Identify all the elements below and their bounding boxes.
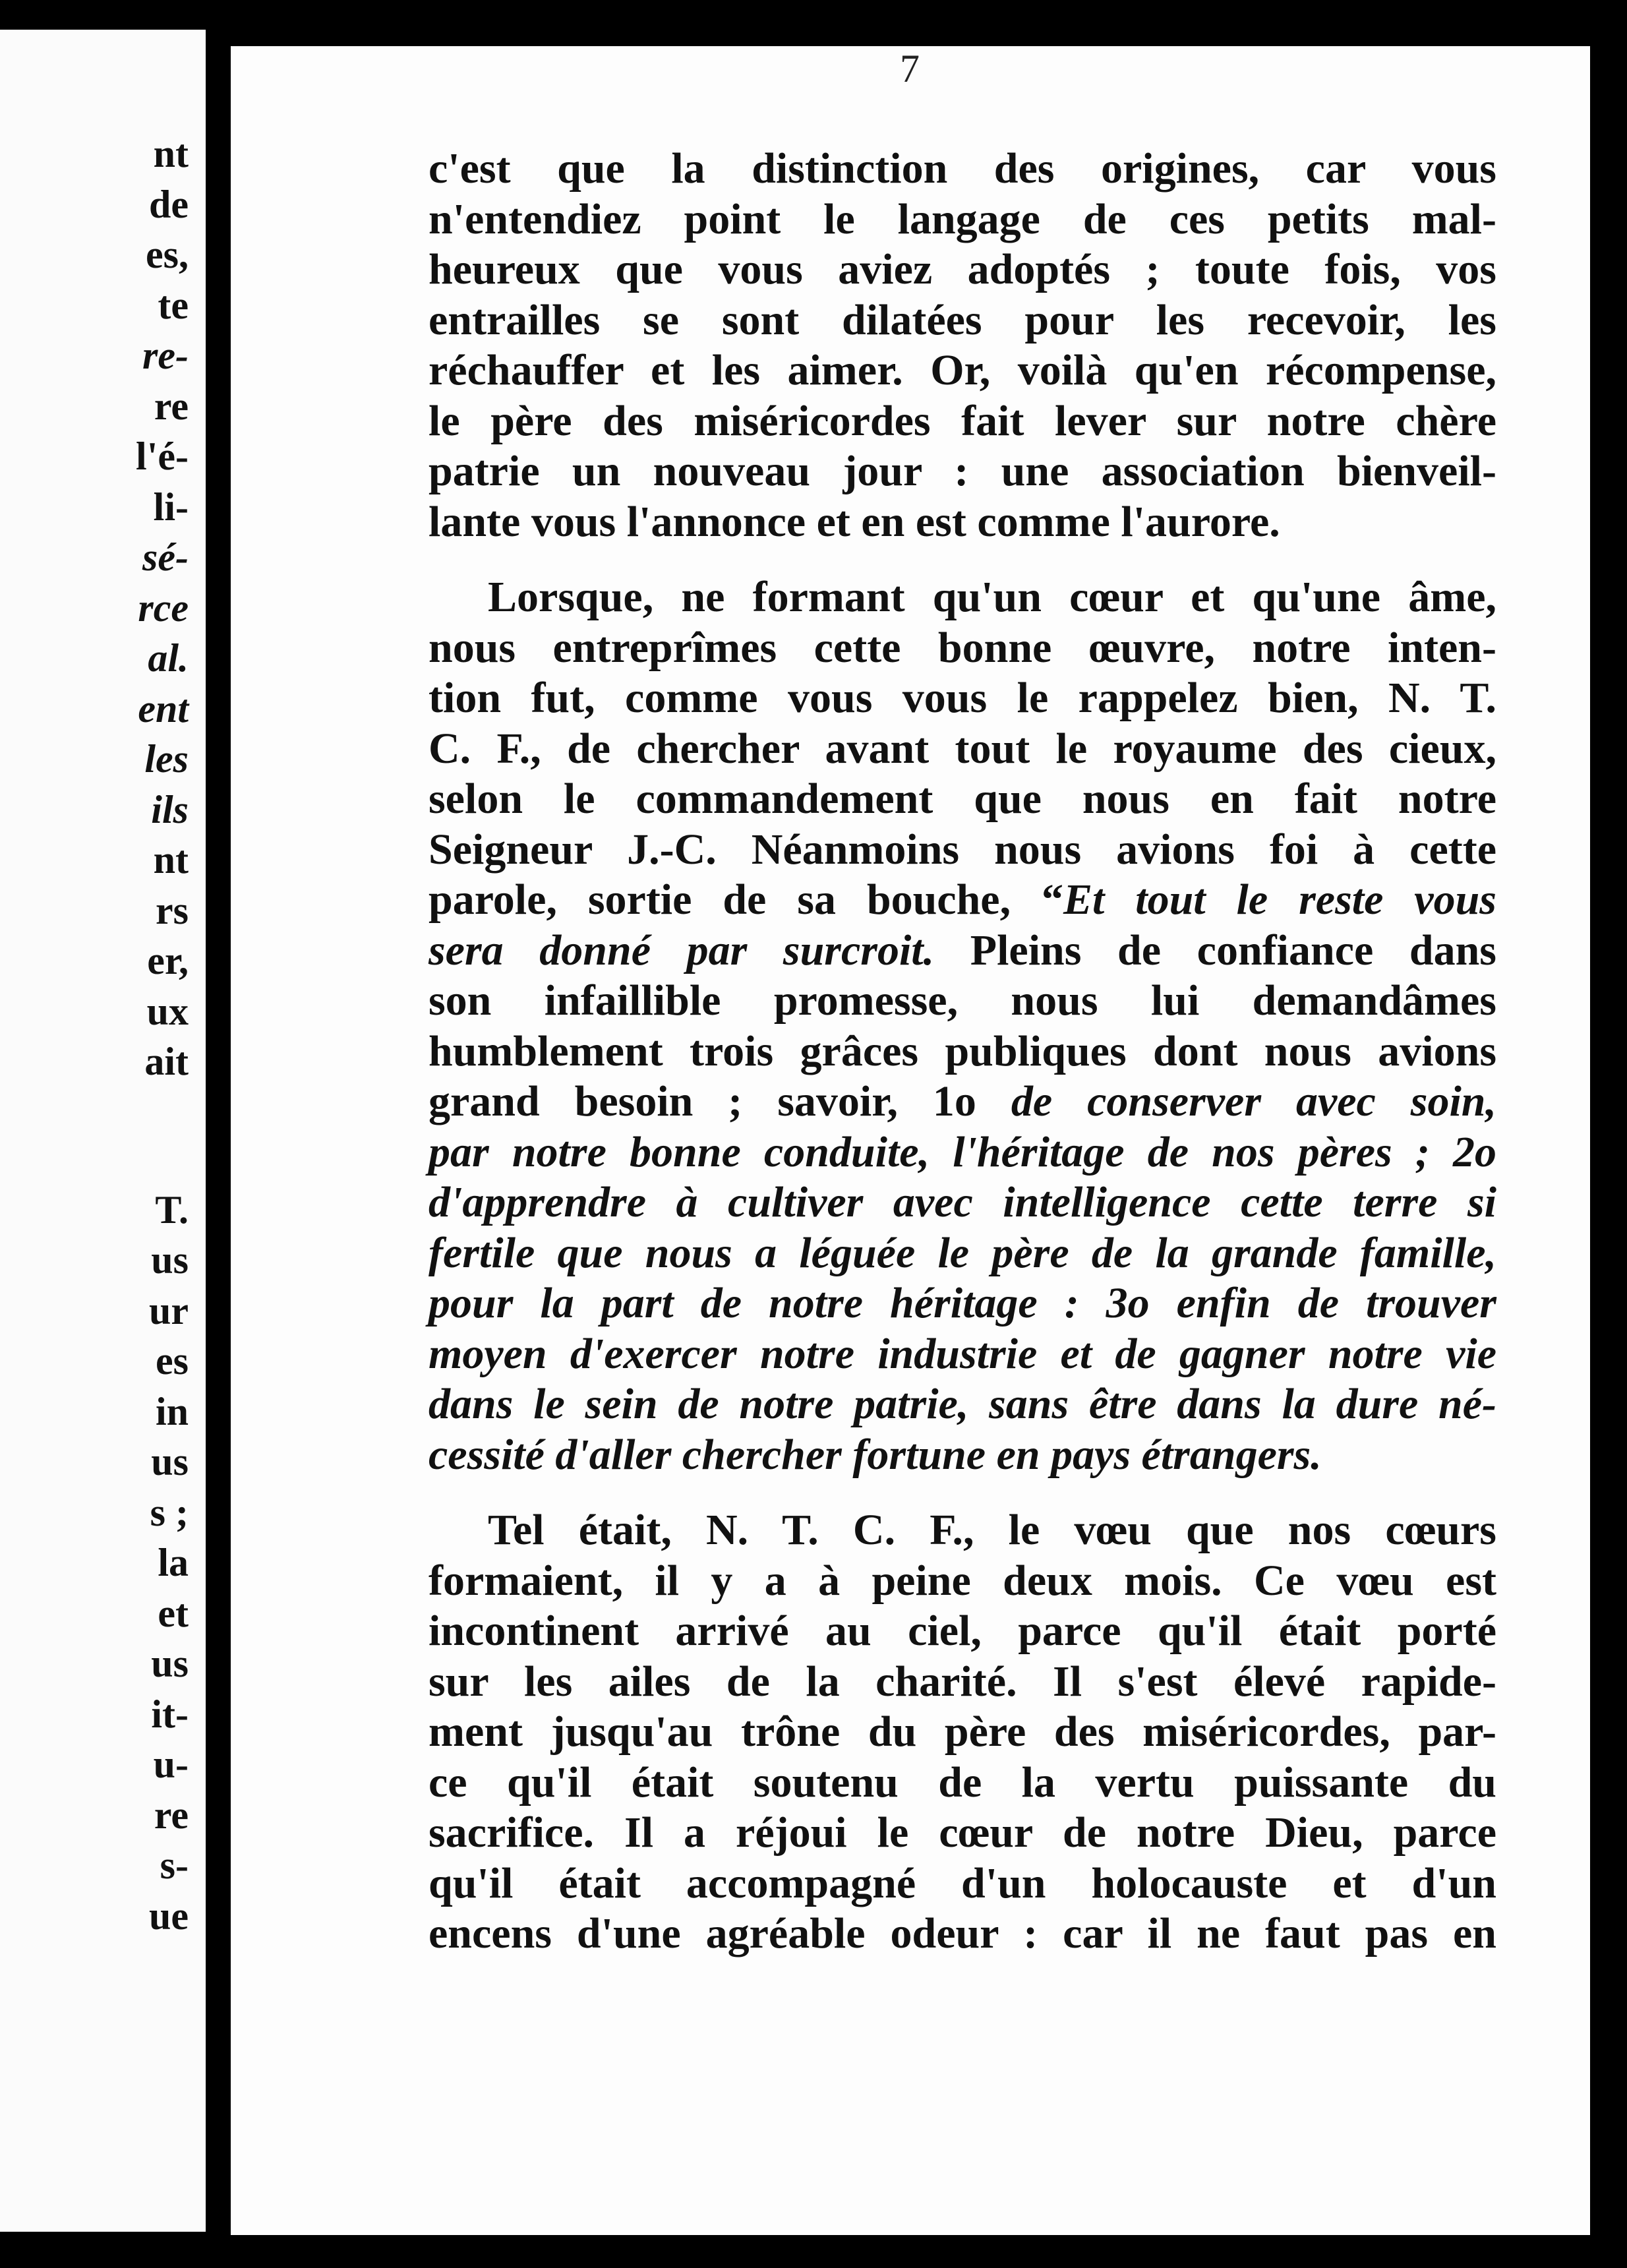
text-line-mixed: [429, 875, 1496, 926]
text-segment: grand besoin ; savoir, 1o: [429, 1077, 1011, 1125]
text-line: qu'il était accompagné d'un holocauste et d'un: [429, 1859, 1496, 1907]
left-fragment: us: [151, 1238, 189, 1282]
left-fragment: ux: [146, 989, 189, 1033]
left-fragment: de: [149, 182, 189, 226]
left-fragment: ils: [151, 787, 189, 831]
left-fragment: rs: [156, 888, 189, 932]
paragraph-2: [429, 572, 1496, 1480]
text-line: ment jusqu'au trône du père des miséricordes, par-: [429, 1708, 1496, 1756]
left-fragment: nt: [153, 132, 189, 175]
page-number: 7: [900, 47, 920, 90]
main-page: [231, 46, 1590, 2235]
body-text: [429, 144, 1496, 1959]
left-fragment: al.: [148, 636, 189, 680]
text-line: C. F., de chercher avant tout le royaume des cieux,: [429, 724, 1496, 773]
text-line: incontinent arrivé au ciel, parce qu'il était porté: [429, 1607, 1496, 1655]
text-line: fertile que nous a léguée le père de la grande famille,: [429, 1228, 1496, 1277]
left-fragment: te: [158, 283, 189, 327]
left-fragment: nt: [153, 838, 189, 881]
left-page-fragment: [0, 30, 206, 2232]
text-line: c'est que la distinction des origines, car vous: [429, 144, 1496, 193]
left-fragment: ent: [138, 686, 189, 731]
text-segment: Pleins de confiance dans: [934, 926, 1496, 974]
text-line: formaient, il y a à peine deux mois. Ce vœu est: [429, 1556, 1496, 1605]
left-fragment: ait: [144, 1040, 189, 1083]
left-fragment: er,: [147, 939, 189, 982]
left-fragment: [136, 1087, 189, 1185]
text-line: tion fut, comme vous vous le rappelez bien, N. T.: [429, 674, 1496, 722]
left-fragment: rce: [138, 585, 189, 630]
text-line: Seigneur J.-C. Néanmoins nous avions foi à cette: [429, 825, 1496, 874]
left-fragment: les: [144, 737, 189, 781]
left-fragment: in: [155, 1389, 189, 1433]
text-line: Tel était, N. T. C. F., le vœu que nos cœurs: [488, 1506, 1496, 1554]
text-line: réchauffer et les aimer. Or, voilà qu'en récompense,: [429, 346, 1496, 394]
text-line: lante vous l'annonce et en est comme l'aurore.: [429, 497, 1280, 546]
text-line: encens d'une agréable odeur : car il ne faut pas en: [429, 1909, 1496, 1957]
text-line: d'apprendre à cultiver avec intelligence cette terre si: [429, 1178, 1496, 1226]
left-fragment: us: [151, 1642, 189, 1685]
text-line: sacrifice. Il a réjoui le cœur de notre Dieu, parce: [429, 1808, 1496, 1857]
left-fragment: et: [158, 1591, 189, 1635]
left-fragment: us: [151, 1440, 189, 1483]
text-line: humblement trois grâces publiques dont nous avions: [429, 1027, 1496, 1075]
left-fragment: u-: [153, 1743, 189, 1786]
left-fragment: sé-: [142, 535, 189, 579]
left-fragment: re-: [142, 334, 189, 377]
text-line: son infaillible promesse, nous lui demandâmes: [429, 976, 1496, 1025]
left-fragment: ur: [149, 1288, 189, 1332]
text-line: patrie un nouveau jour : une association bienveil-: [429, 447, 1496, 495]
left-fragment: ue: [149, 1894, 189, 1938]
left-fragment: la: [158, 1541, 189, 1584]
text-line: heureux que vous aviez adoptés ; toute fois, vos: [429, 245, 1496, 293]
text-segment: parole, sortie de sa bouche, “: [429, 876, 1063, 924]
text-line: le père des miséricordes fait lever sur notre chère: [429, 396, 1496, 445]
left-fragment: it-: [151, 1692, 189, 1736]
text-line: par notre bonne conduite, l'héritage de nos pères ; 2o: [429, 1127, 1496, 1176]
text-line: n'entendiez point le langage de ces petits mal-: [429, 194, 1496, 243]
left-fragment: li-: [153, 485, 189, 529]
text-line: nous entreprîmes cette bonne œuvre, notre inten-: [429, 623, 1496, 672]
text-line: dans le sein de notre patrie, sans être dans la dure né-: [429, 1380, 1496, 1428]
text-segment-italic: Et tout le reste vous: [1063, 876, 1496, 924]
text-segment-italic: sera donné par surcroit.: [429, 926, 935, 974]
text-line: cessité d'aller chercher fortune en pays étrangers.: [429, 1430, 1322, 1479]
text-line-mixed: [429, 926, 1496, 976]
left-fragment: re: [154, 1793, 189, 1837]
left-fragment: l'é-: [136, 434, 189, 478]
text-line: ce qu'il était soutenu de la vertu puissante du: [429, 1758, 1496, 1806]
text-line: entrailles se sont dilatées pour les recevoir, les: [429, 295, 1496, 344]
text-line-mixed: [429, 1077, 1496, 1127]
left-page-text: [136, 129, 189, 1941]
text-line: sur les ailes de la charité. Il s'est élevé rapide-: [429, 1657, 1496, 1706]
text-line: pour la part de notre héritage : 3o enfin de trouver: [429, 1279, 1496, 1327]
left-fragment: s ;: [150, 1490, 189, 1534]
right-scan-edge: [1590, 46, 1627, 2235]
left-fragment: re: [154, 384, 189, 428]
text-line: selon le commandement que nous en fait notre: [429, 775, 1496, 823]
left-fragment: T.: [155, 1187, 189, 1232]
text-line: Lorsque, ne formant qu'un cœur et qu'une âme,: [488, 573, 1496, 621]
text-segment-italic: de conserver avec soin,: [1011, 1077, 1497, 1125]
book-gutter: [206, 30, 231, 2205]
left-fragment: es: [156, 1339, 189, 1383]
left-fragment: es,: [146, 233, 189, 276]
paragraph-1: [429, 144, 1496, 547]
paragraph-3: [429, 1505, 1496, 1959]
text-line: moyen d'exercer notre industrie et de gagner notre vie: [429, 1329, 1496, 1378]
left-fragment: s-: [160, 1843, 189, 1887]
